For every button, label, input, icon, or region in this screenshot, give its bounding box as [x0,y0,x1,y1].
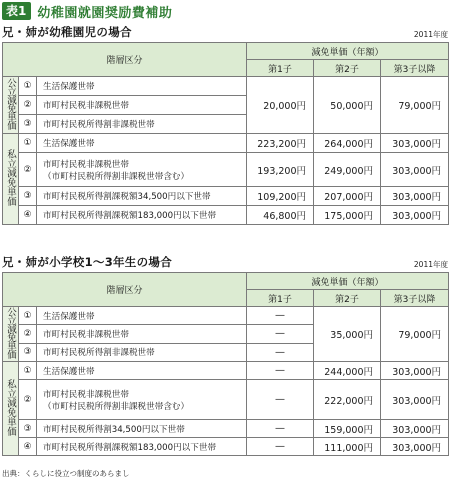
row-label-main: 市町村民税非課税世帯 [43,389,129,400]
row-label: 市町村民税非課税世帯 [37,325,247,343]
row-label-note: （市町村民税所得割非課税世帯含む） [43,171,190,182]
col-third-child: 第3子以降 [381,290,449,307]
row-label: 市町村民税非課税世帯 [37,96,247,115]
public-third-child-value: 79,000円 [381,77,449,134]
table-row [3,307,449,325]
value-cell: 303,000円 [381,153,449,187]
public-first-child-value: 20,000円 [247,77,314,134]
section2-table [2,272,449,456]
value-cell: 303,000円 [381,380,449,420]
value-cell: — [247,420,314,438]
value-cell: 175,000円 [314,206,381,225]
section2-heading: 兄・姉が小学校1～3年生の場合 [2,255,173,269]
value-cell: — [247,343,314,361]
row-label [37,153,247,187]
public-second-child-value: 35,000円 [314,307,381,362]
row-label: 市町村民税所得割課税額183,000円以下世帯 [37,206,247,225]
value-cell: — [247,307,314,325]
value-cell: — [247,380,314,420]
table-row [3,420,449,438]
section1-year: 2011年度 [413,30,448,39]
public-group-label: 公立減免単価 [3,77,19,134]
table-row [3,134,449,153]
value-cell: 244,000円 [314,362,381,380]
value-cell: 303,000円 [381,438,449,456]
source-note: 出典：くらしに役立つ制度のあらまし [2,469,130,478]
value-cell: 223,200円 [247,134,314,153]
row-number: ① [19,77,37,96]
table-row [3,380,449,420]
section1-heading: 兄・姉が幼稚園児の場合 [2,25,132,39]
public-third-child-value: 79,000円 [381,307,449,362]
value-cell: 222,000円 [314,380,381,420]
value-cell: 46,800円 [247,206,314,225]
section1-table [2,42,449,225]
value-cell: 109,200円 [247,187,314,206]
row-number: ③ [19,420,37,438]
private-group-label: 私立減免単価 [3,134,19,225]
row-number: ④ [19,206,37,225]
category-header: 階層区分 [3,273,247,307]
section2-year: 2011年度 [413,260,448,269]
section1-heading-row [2,24,448,40]
row-number: ② [19,153,37,187]
section2-heading-row [2,254,448,270]
row-number: ② [19,325,37,343]
row-label: 生活保護世帯 [37,307,247,325]
row-number: ③ [19,115,37,134]
reduction-header: 減免単価（年額） [247,43,449,60]
col-first-child: 第1子 [247,60,314,77]
value-cell: 303,000円 [381,420,449,438]
public-second-child-value: 50,000円 [314,77,381,134]
document-title [2,2,172,20]
row-number: ① [19,134,37,153]
table-row [3,438,449,456]
col-second-child: 第2子 [314,60,381,77]
row-label-note: （市町村民税所得割非課税世帯含む） [43,401,190,412]
row-label: 市町村民税所得割非課税世帯 [37,343,247,361]
value-cell: — [247,325,314,343]
row-label: 生活保護世帯 [37,77,247,96]
value-cell: — [247,438,314,456]
public-group-label: 公立減免単価 [3,307,19,362]
row-number: ① [19,307,37,325]
row-label: 生活保護世帯 [37,362,247,380]
value-cell: — [247,362,314,380]
col-second-child: 第2子 [314,290,381,307]
col-third-child: 第3子以降 [381,60,449,77]
value-cell: 303,000円 [381,134,449,153]
row-label: 市町村民税所得割非課税世帯 [37,115,247,134]
row-number: ④ [19,438,37,456]
value-cell: 207,000円 [314,187,381,206]
category-header: 階層区分 [3,43,247,77]
row-label: 生活保護世帯 [37,134,247,153]
col-first-child: 第1子 [247,290,314,307]
value-cell: 159,000円 [314,420,381,438]
table-row [3,362,449,380]
reduction-header: 減免単価（年額） [247,273,449,290]
value-cell: 249,000円 [314,153,381,187]
row-label: 市町村民税所得割課税額183,000円以下世帯 [37,438,247,456]
table-row [3,77,449,96]
row-number: ③ [19,343,37,361]
value-cell: 303,000円 [381,206,449,225]
row-number: ① [19,362,37,380]
table-row [3,153,449,187]
row-number: ② [19,380,37,420]
table-number-badge: 表1 [2,2,31,20]
row-label: 市町村民税所得割課税額34,500円以下世帯 [37,187,247,206]
private-group-label: 私立減免単価 [3,362,19,456]
row-label [37,380,247,420]
row-number: ② [19,96,37,115]
value-cell: 264,000円 [314,134,381,153]
value-cell: 111,000円 [314,438,381,456]
value-cell: 303,000円 [381,187,449,206]
table-row [3,187,449,206]
row-label: 市町村民税所得割34,500円以下世帯 [37,420,247,438]
value-cell: 193,200円 [247,153,314,187]
row-number: ③ [19,187,37,206]
row-label-main: 市町村民税非課税世帯 [43,159,129,170]
table-row [3,206,449,225]
title-text: 幼稚園就園奨励費補助 [37,5,173,21]
value-cell: 303,000円 [381,362,449,380]
